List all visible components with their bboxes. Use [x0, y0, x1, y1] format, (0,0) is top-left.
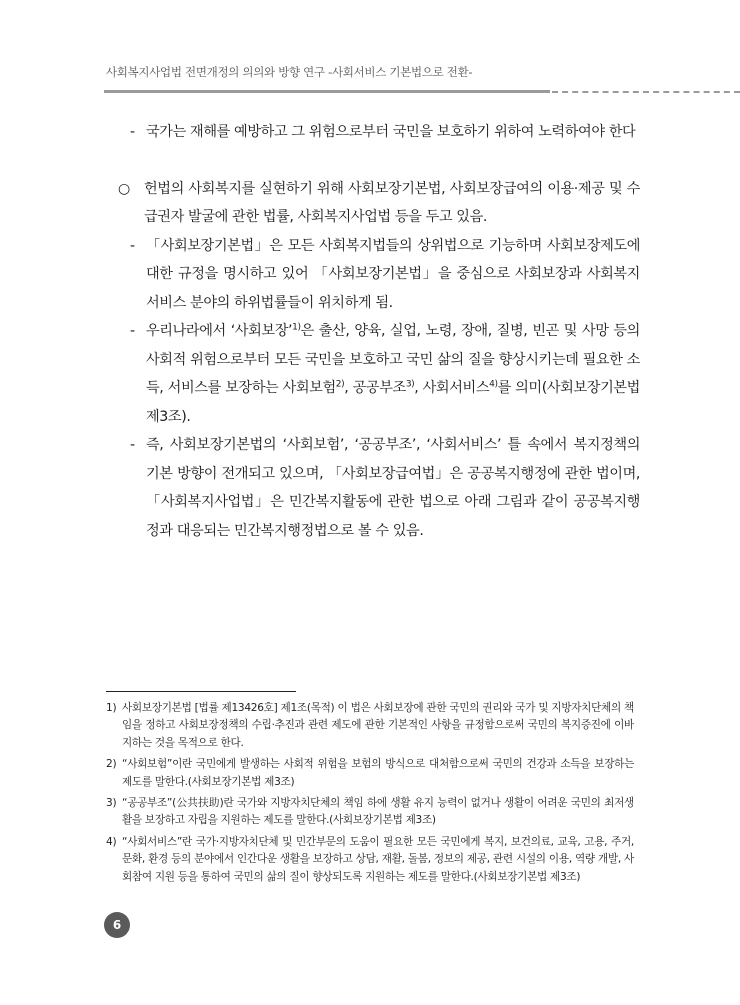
footnote-4	[106, 834, 634, 886]
footnote-2	[106, 756, 634, 791]
bullet-item-3	[110, 232, 640, 318]
bullet-text: 헌법의 사회복지를 실현하기 위해 사회보장기본법, 사회보장급여의 이용·제공 및 수급권자 발굴에 관한 법률, 사회복지사업법 등을 두고 있음.	[144, 180, 640, 225]
bullet-text: 국가는 재해를 예방하고 그 위험으로부터 국민을 보호하기 위하여 노력하여야 한다	[146, 124, 636, 140]
bullet-text: 즉, 사회보장기본법의 ‘사회보험’, ‘공공부조’, ‘사회서비스’ 틀 속에서 복지정책의 기본 방향이 전개되고 있으며, 「사회보장급여법」은 공공복지행정에 관한 법이며, 「사회복지사업법」은 민간복지활동에 관한 법으로 아래 그림과 같이 공공복지행정과 대응되는 민간복지행정법으로 볼 수 있음.	[146, 437, 640, 539]
bullet-text-part: 은 출산, 양육, 실업, 노령, 장애, 질병, 빈곤 및 사망 등의 사회적 위험으로부터 모든 국민을 보호하고 국민 삶의 질을 향상시키는데 필요한 소득, 서비스를 보장하는 사회보험	[146, 323, 640, 396]
footnote-number: 2)	[106, 758, 117, 771]
bullet-text-part: 를 의미(사회보장기본법 제3조).	[146, 380, 640, 425]
header-dashed-rule	[552, 91, 740, 93]
page-number-badge: 6	[104, 912, 130, 938]
footnote-number: 4)	[106, 835, 117, 848]
footnote-separator	[106, 691, 296, 692]
footnote-text: “공공부조”(公共扶助)란 국가와 지방자치단체의 책임 하에 생활 유지 능력이 없거나 생활이 어려운 국민의 최저생활을 보장하고 자립을 지원하는 제도를 말한다.(사회보장기본법 제3조)	[122, 797, 634, 827]
footnote-ref-3[interactable]: 3)	[405, 379, 415, 390]
dash-marker: -	[130, 124, 135, 140]
bullet-item-1	[110, 118, 640, 147]
bullet-text: 「사회보장기본법」은 모든 사회복지법들의 상위법으로 기능하며 사회보장제도에 대한 규정을 명시하고 있어 「사회보장기본법」을 중심으로 사회보장과 사회복지서비스 분야의 하위법률들이 위치하게 됨.	[146, 237, 640, 311]
footnote-ref-1[interactable]: 1)	[292, 322, 301, 333]
footnotes	[106, 700, 634, 890]
footnote-ref-2[interactable]: 2)	[335, 379, 345, 390]
footnote-ref-4[interactable]: 4)	[489, 379, 498, 390]
bullet-item-4	[110, 317, 640, 431]
footnote-number: 1)	[106, 702, 117, 714]
footnote-text: “사회보험”이란 국민에게 발생하는 사회적 위험을 보험의 방식으로 대처함으로써 국민의 건강과 소득을 보장하는 제도를 말한다.(사회보장기본법 제3조)	[122, 758, 634, 788]
footnote-number: 3)	[106, 797, 117, 810]
circle-marker: ○	[118, 180, 130, 197]
bullet-text-part: , 공공부조	[344, 380, 406, 396]
dash-marker: -	[130, 437, 135, 453]
dash-marker: -	[130, 237, 135, 254]
bullet-text-part: , 사회서비스	[414, 380, 490, 396]
footnote-1	[106, 700, 634, 752]
bullet-text-part: 우리나라에서 ‘사회보장’	[146, 323, 293, 339]
circle-item-2	[110, 175, 640, 232]
footnote-3	[106, 795, 634, 830]
footnote-text: “사회서비스”란 국가·지방자치단체 및 민간부문의 도움이 필요한 모든 국민에게 복지, 보건의료, 교육, 고용, 주거, 문화, 환경 등의 분야에서 인간다운 생활을 보장하고 상담, 재활, 돌봄, 정보의 제공, 관련 시설의 이용, 역량 개발, 사회참여 지원 등을 통하여 국민의 삶의 질이 향상되도록 지원하는 제도를 말한다.(사회보장기본법 제3조)	[122, 835, 634, 883]
running-header: 사회복지사업법 전면개정의 의의와 방향 연구 -사회서비스 기본법으로 전환-	[106, 65, 473, 79]
dash-marker: -	[130, 323, 135, 339]
bullet-item-5	[110, 431, 640, 545]
main-body	[110, 118, 640, 545]
header-rule	[104, 90, 550, 93]
footnote-text: 사회보장기본법 [법률 제13426호] 제1조(목적) 이 법은 사회보장에 관한 국민의 권리와 국가 및 지방자치단체의 책임을 정하고 사회보장정책의 수립·추진과 관련 제도에 관한 기본적인 사항을 규정함으로써 국민의 복지증진에 이바지하는 것을 목적으로 한다.	[122, 702, 634, 749]
